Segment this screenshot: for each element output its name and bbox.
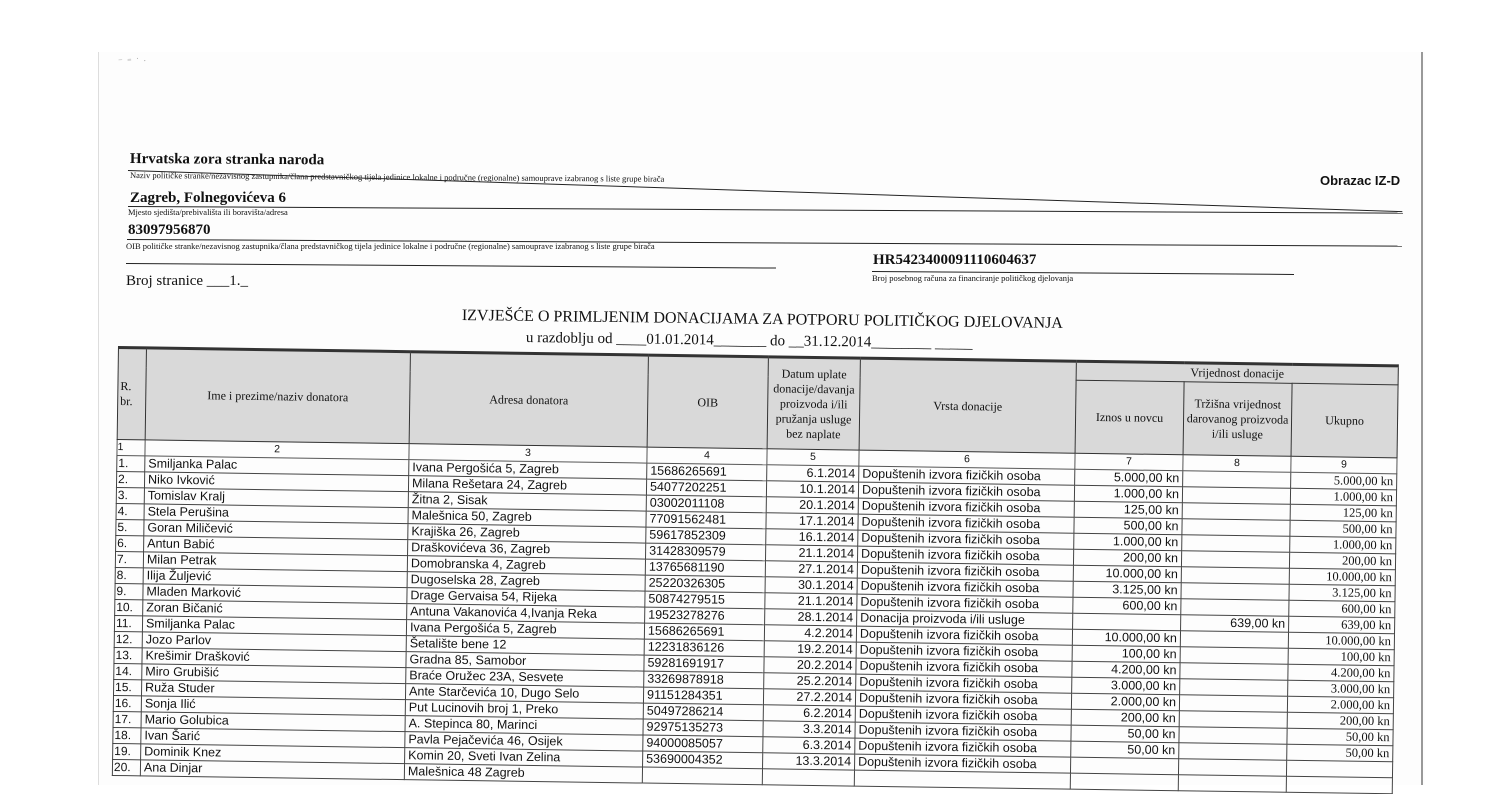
total-amount: 10.000,00 kn: [1289, 568, 1395, 586]
cash-amount: 125,00 kn: [1074, 501, 1182, 519]
cash-amount: 3.125,00 kn: [1073, 581, 1181, 599]
total-amount: 200,00 kn: [1287, 712, 1393, 730]
donor-oib: 33269878918: [644, 671, 764, 689]
total-amount: 3.125,00 kn: [1289, 584, 1395, 602]
total-amount: 600,00 kn: [1289, 600, 1395, 618]
market-value: [1178, 759, 1286, 777]
donor-oib: 15686265691: [647, 463, 767, 481]
donation-type: Dopuštenih izvora fizičkih osoba: [857, 578, 1073, 597]
donation-type: Dopuštenih izvora fizičkih osoba: [856, 642, 1072, 661]
col-header-date: Datum uplate donacije/davanja proizvoda i/ili pružanja usluge bez naplate: [767, 357, 860, 450]
row-number: 13.: [114, 647, 142, 663]
col-header-donation-type: Vrsta donacije: [859, 358, 1076, 453]
donor-oib: 25220326305: [645, 575, 765, 593]
market-value: [1181, 599, 1289, 617]
market-value: [1182, 487, 1290, 505]
row-number: 19.: [113, 743, 141, 759]
donor-name: Ilija Žuljević: [143, 568, 407, 588]
col-header-donor-address: Adresa donatora: [409, 352, 648, 447]
donor-oib: 13765681190: [645, 559, 765, 577]
col-header-oib: OIB: [647, 355, 768, 449]
market-value: [1181, 551, 1289, 569]
donor-address: Ivana Pergošića 5, Zagreb: [409, 460, 647, 479]
market-value: [1182, 503, 1290, 521]
cash-amount: 200,00 kn: [1071, 709, 1179, 727]
donation-date: 6.3.2014: [763, 737, 855, 754]
market-value: [1179, 711, 1287, 729]
col-header-donor-name: Ime i prezime/naziv donatora: [145, 348, 410, 444]
column-number: 8: [1183, 455, 1291, 473]
donation-date: 20.2.2014: [764, 657, 856, 674]
donation-date: 30.1.2014: [765, 577, 857, 594]
donation-type: [854, 770, 1070, 789]
donation-type: Dopuštenih izvora fizičkih osoba: [855, 754, 1071, 773]
col-header-rbr: R. br.: [117, 348, 146, 440]
total-amount: 2.000,00 kn: [1287, 696, 1393, 714]
row-number: 9.: [115, 583, 143, 599]
donor-name: Goran Miličević: [144, 520, 408, 540]
donor-name: Milan Petrak: [143, 552, 407, 572]
total-amount: 10.000,00 kn: [1288, 632, 1394, 650]
total-amount: 50,00 kn: [1287, 744, 1393, 762]
total-amount: 50,00 kn: [1287, 728, 1393, 746]
donation-date: 17.1.2014: [766, 513, 858, 530]
market-value: 639,00 kn: [1181, 615, 1289, 633]
col-header-cash: Iznos u novcu: [1075, 380, 1184, 455]
donor-name: Miro Grubišić: [142, 664, 406, 684]
donor-name: Mario Golubica: [141, 712, 405, 732]
donor-name: Smiljanka Palac: [145, 456, 409, 476]
donor-oib: 77091562481: [646, 511, 766, 529]
donor-oib: 53690004352: [643, 751, 763, 769]
market-value: [1179, 695, 1287, 713]
cash-amount: 1.000,00 kn: [1074, 485, 1182, 503]
donation-type: Dopuštenih izvora fizičkih osoba: [858, 530, 1074, 549]
donor-name: Krešimir Drašković: [142, 648, 406, 668]
donor-oib: 54077202251: [646, 479, 766, 497]
donation-type: Dopuštenih izvora fizičkih osoba: [857, 546, 1073, 565]
donor-address: Žitna 2, Sisak: [408, 492, 646, 511]
market-value: [1182, 535, 1290, 553]
donor-address: Malešnica 48 Zagreb: [404, 764, 642, 783]
donor-address: Draškovićeva 36, Zagreb: [408, 540, 646, 559]
row-number: 20.: [112, 759, 140, 775]
col-header-total: Ukupno: [1291, 383, 1398, 458]
row-number: 6.: [116, 535, 144, 551]
donation-type: Dopuštenih izvora fizičkih osoba: [858, 498, 1074, 517]
donation-type: Dopuštenih izvora fizičkih osoba: [856, 658, 1072, 677]
donation-type: Dopuštenih izvora fizičkih osoba: [855, 738, 1071, 757]
donation-type: Dopuštenih izvora fizičkih osoba: [857, 562, 1073, 581]
party-name: Hrvatska zora stranka naroda: [129, 151, 325, 169]
donation-type: Dopuštenih izvora fizičkih osoba: [855, 706, 1071, 725]
party-address: Zagreb, Folnegovićeva 6: [130, 190, 286, 206]
donor-address: Šetalište bene 12: [406, 636, 644, 655]
market-value: [1179, 743, 1287, 761]
cash-amount: [1073, 613, 1181, 631]
donor-oib: 50497286214: [643, 703, 763, 721]
donor-name: Antun Babić: [144, 536, 408, 556]
donation-date: 6.2.2014: [763, 705, 855, 722]
donor-address: A. Stepinca 80, Marinci: [405, 716, 643, 735]
column-number: 5: [767, 449, 859, 466]
donation-type: Dopuštenih izvora fizičkih osoba: [856, 674, 1072, 693]
cash-amount: [1070, 773, 1178, 791]
total-amount: 200,00 kn: [1289, 552, 1395, 570]
cash-amount: 10.000,00 kn: [1073, 565, 1181, 583]
donor-name: Dominik Knez: [141, 744, 405, 764]
market-value: [1178, 775, 1286, 793]
donor-address: Gradna 85, Samobor: [406, 652, 644, 671]
party-address-label: Mjesto sjedišta/prebivališta ili boravišta/adresa: [128, 207, 288, 217]
total-amount: 125,00 kn: [1290, 504, 1396, 522]
donor-oib: 19523278276: [645, 607, 765, 625]
report-period: u razdoblju od ____01.01.2014_______ do __31.12.2014________ _____: [525, 330, 973, 352]
donor-oib: [642, 767, 762, 785]
column-number: 3: [409, 444, 647, 463]
row-number: 10.: [115, 599, 143, 615]
donor-oib: 91151284351: [643, 687, 763, 705]
total-amount: 500,00 kn: [1290, 520, 1396, 538]
market-value: [1180, 631, 1288, 649]
donation-date: 16.1.2014: [766, 529, 858, 546]
row-number: 16.: [113, 695, 141, 711]
donor-name: Niko Ivković: [144, 472, 408, 492]
donor-address: Komin 20, Sveti Ivan Zelina: [405, 748, 643, 767]
donor-address: Pavla Pejačevića 46, Osijek: [405, 732, 643, 751]
cash-amount: 4.200,00 kn: [1072, 661, 1180, 679]
total-amount: 639,00 kn: [1289, 616, 1395, 634]
col-header-market-value: Tržišna vrijednost darovanog proizvoda i/ili usluge: [1183, 382, 1292, 457]
donor-address: Dugoselska 28, Zagreb: [407, 572, 645, 591]
donor-address: Milana Rešetara 24, Zagreb: [408, 476, 646, 495]
cash-amount: 10.000,00 kn: [1072, 629, 1180, 647]
column-number: 7: [1075, 453, 1183, 471]
cash-amount: 2.000,00 kn: [1071, 693, 1179, 711]
market-value: [1180, 679, 1288, 697]
row-number: 12.: [114, 631, 142, 647]
donation-date: 10.1.2014: [766, 481, 858, 498]
donor-address: Drage Gervaisa 54, Rijeka: [407, 588, 645, 607]
row-number: 7.: [115, 551, 143, 567]
donation-type: Dopuštenih izvora fizičkih osoba: [856, 626, 1072, 645]
market-value: [1182, 519, 1290, 537]
form-code: Obrazac IZ-D: [1320, 173, 1401, 188]
cash-amount: 50,00 kn: [1071, 741, 1179, 759]
donor-oib: 50874279515: [645, 591, 765, 609]
donation-type: Dopuštenih izvora fizičkih osoba: [858, 514, 1074, 533]
cash-amount: 3.000,00 kn: [1072, 677, 1180, 695]
total-amount: 100,00 kn: [1288, 648, 1394, 666]
donation-type: Donacija proizvoda i/ili usluge: [857, 610, 1073, 629]
cash-amount: 600,00 kn: [1073, 597, 1181, 615]
scan-mark: ⁻ ⁼ ˙ ·: [117, 55, 148, 67]
donor-address: Domobranska 4, Zagreb: [407, 556, 645, 575]
donor-name: Ana Dinjar: [140, 760, 404, 780]
total-amount: 5.000,00 kn: [1291, 472, 1397, 490]
party-oib: 83097956870: [128, 222, 211, 238]
donor-address: Krajiška 26, Zagreb: [408, 524, 646, 543]
donation-type: Dopuštenih izvora fizičkih osoba: [858, 482, 1074, 501]
cash-amount: 1.000,00 kn: [1074, 533, 1182, 551]
donor-name: Mladen Marković: [143, 584, 407, 604]
donor-address: Ante Starčevića 10, Dugo Selo: [405, 684, 643, 703]
donor-address: Antuna Vakanovića 4,Ivanja Reka: [407, 604, 645, 623]
row-number: 2.: [116, 471, 144, 487]
donor-name: Sonja Ilić: [141, 696, 405, 716]
donation-date: 3.3.2014: [763, 721, 855, 738]
donor-oib: 15686265691: [644, 623, 764, 641]
row-number: 3.: [116, 487, 144, 503]
column-number: 6: [859, 450, 1075, 469]
party-name-label: Naziv političke stranke/nezavisnog zastupnika/člana predstavničkog tijela jedinice lokalne i područne (regionalne) samouprave izabranog s liste grupe birača: [129, 170, 665, 184]
donor-name: Tomislav Kralj: [144, 488, 408, 508]
bank-account: HR5423400091110604637: [873, 252, 1037, 268]
donor-address: Ivana Pergošića 5, Zagreb: [406, 620, 644, 639]
bank-account-label: Broj posebnog računa za financiranje političkog djelovanja: [872, 273, 1074, 283]
donation-date: 20.1.2014: [766, 497, 858, 514]
donation-type: Dopuštenih izvora fizičkih osoba: [857, 594, 1073, 613]
cash-amount: 50,00 kn: [1071, 725, 1179, 743]
donor-oib: 94000085057: [643, 735, 763, 753]
donation-type: Dopuštenih izvora fizičkih osoba: [855, 690, 1071, 709]
row-number: 14.: [114, 663, 142, 679]
donation-date: 25.2.2014: [764, 673, 856, 690]
market-value: [1181, 583, 1289, 601]
donation-date: 27.2.2014: [763, 689, 855, 706]
party-oib-label: OIB političke stranke/nezavisnog zastupnika/člana predstavničkog tijela jedinice lokalne i područne (regionalne) samouprave izabranog s liste grupe birača: [126, 241, 655, 251]
donation-type: Dopuštenih izvora fizičkih osoba: [859, 466, 1075, 485]
cash-amount: 500,00 kn: [1074, 517, 1182, 535]
donation-type: Dopuštenih izvora fizičkih osoba: [855, 722, 1071, 741]
page-edge: [1421, 52, 1423, 785]
donor-address: Braće Oružec 23A, Sesvete: [406, 668, 644, 687]
column-number: 4: [647, 447, 767, 465]
cash-amount: [1070, 757, 1178, 775]
donor-name: Smiljanka Palac: [142, 616, 406, 636]
donor-name: Stela Perušina: [144, 504, 408, 524]
cash-amount: 5.000,00 kn: [1075, 469, 1183, 487]
row-number: 15.: [113, 679, 141, 695]
column-number: 2: [145, 440, 409, 460]
total-amount: [1286, 776, 1392, 794]
row-number: 18.: [113, 727, 141, 743]
donor-oib: 03002011108: [646, 495, 766, 513]
donor-oib: 31428309579: [646, 543, 766, 561]
row-number: 4.: [116, 503, 144, 519]
donor-name: Ivan Šarić: [141, 728, 405, 748]
market-value: [1183, 471, 1291, 489]
donation-date: 21.1.2014: [765, 593, 857, 610]
donations-table-body: [112, 455, 1396, 793]
donor-name: Ruža Studer: [141, 680, 405, 700]
donor-address: Malešnica 50, Zagreb: [408, 508, 646, 527]
donation-date: 28.1.2014: [765, 609, 857, 626]
donation-date: 19.2.2014: [764, 641, 856, 658]
donor-oib: 59281691917: [644, 655, 764, 673]
donation-date: 4.2.2014: [764, 625, 856, 642]
column-number: 1: [117, 439, 145, 455]
donor-oib: 12231836126: [644, 639, 764, 657]
market-value: [1181, 567, 1289, 585]
total-amount: 3.000,00 kn: [1288, 680, 1394, 698]
donor-name: Zoran Bičanić: [143, 600, 407, 620]
donor-address: Put Lucinovih broj 1, Preko: [405, 700, 643, 719]
donation-date: [762, 769, 854, 786]
donation-date: 13.3.2014: [763, 753, 855, 770]
donor-name: Jozo Parlov: [142, 632, 406, 652]
column-number: 9: [1291, 456, 1397, 474]
donation-date: 27.1.2014: [765, 561, 857, 578]
total-amount: 1.000,00 kn: [1290, 536, 1396, 554]
donations-table-wrap: [112, 346, 1398, 794]
total-amount: 4.200,00 kn: [1288, 664, 1394, 682]
row-number: 11.: [114, 615, 142, 631]
market-value: [1179, 727, 1287, 745]
page-number: Broj stranice ___1._: [126, 273, 249, 289]
cash-amount: 200,00 kn: [1073, 549, 1181, 567]
market-value: [1180, 663, 1288, 681]
total-amount: 1.000,00 kn: [1290, 488, 1396, 506]
total-amount: [1286, 760, 1392, 778]
row-number: 8.: [115, 567, 143, 583]
cash-amount: 100,00 kn: [1072, 645, 1180, 663]
donation-date: 21.1.2014: [765, 545, 857, 562]
market-value: [1180, 647, 1288, 665]
row-number: 5.: [116, 519, 144, 535]
donations-table: [112, 346, 1399, 794]
col-header-donation-value: Vrijednost donacije: [1076, 361, 1398, 385]
donor-oib: 92975135273: [643, 719, 763, 737]
report-title: IZVJEŠĆE O PRIMLJENIM DONACIJAMA ZA POTPORU POLITIČKOG DJELOVANJA: [461, 307, 1064, 332]
donation-date: 6.1.2014: [767, 465, 859, 482]
donor-oib: 59617852309: [646, 527, 766, 545]
row-number: 1.: [117, 455, 145, 471]
row-number: 17.: [113, 711, 141, 727]
